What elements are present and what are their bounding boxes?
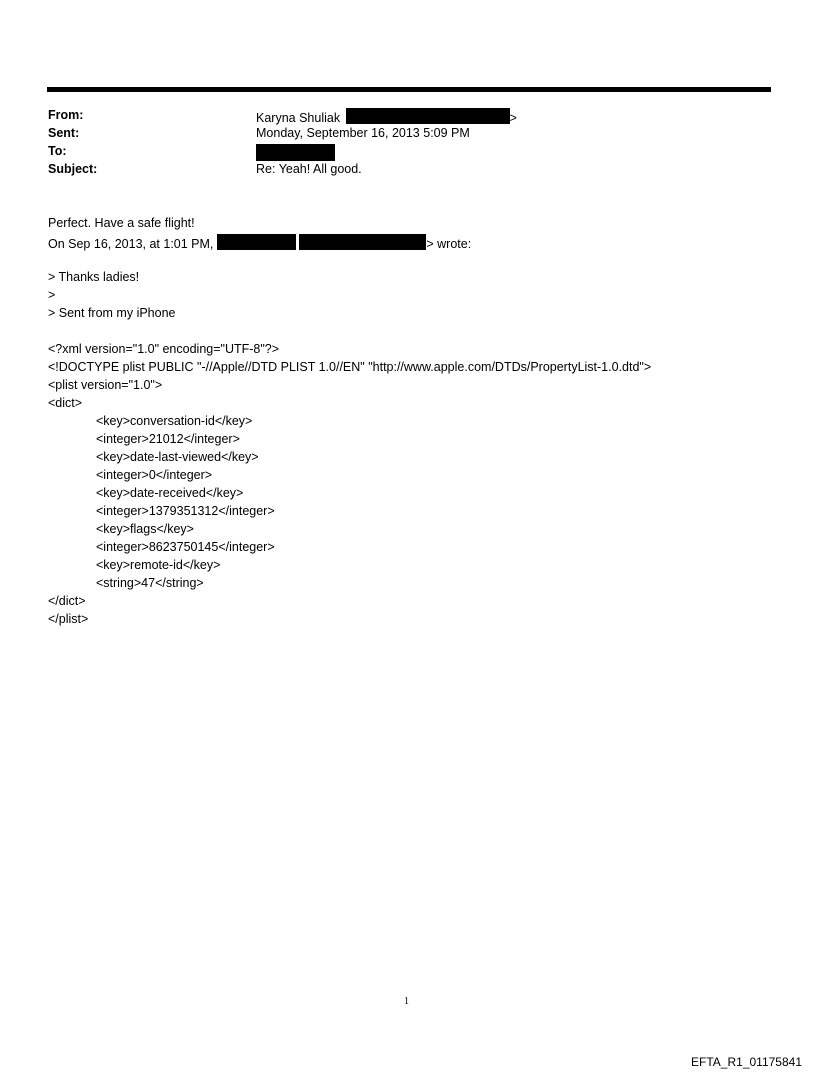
- from-name: Karyna Shuliak: [256, 111, 341, 125]
- from-value: [256, 108, 517, 125]
- quoted-line: >: [48, 288, 56, 302]
- sent-value: Monday, September 16, 2013 5:09 PM: [256, 126, 470, 140]
- quoted-line: > Thanks ladies!: [48, 270, 140, 284]
- sent-label: Sent:: [48, 126, 80, 140]
- xml-entry: <integer>1379351312</integer>: [96, 504, 275, 518]
- subject-value: Re: Yeah! All good.: [256, 162, 362, 176]
- xml-declaration: <?xml version="1.0" encoding="UTF-8"?>: [48, 342, 280, 356]
- attribution-prefix: On Sep 16, 2013, at 1:01 PM,: [48, 237, 214, 251]
- xml-entry: <integer>0</integer>: [96, 468, 213, 482]
- xml-doctype: <!DOCTYPE plist PUBLIC "-//Apple//DTD PLIST 1.0//EN" "http://www.apple.com/DTDs/PropertyList-1.0.dtd">: [48, 360, 652, 374]
- body-line: Perfect. Have a safe flight!: [48, 216, 195, 230]
- xml-dict-close: </dict>: [48, 594, 86, 608]
- attribution-suffix: > wrote:: [426, 237, 472, 251]
- from-label: From:: [48, 108, 84, 122]
- xml-plist-close: </plist>: [48, 612, 89, 626]
- from-suffix: >: [509, 111, 517, 125]
- to-label: To:: [48, 144, 67, 158]
- redaction-block: [299, 234, 426, 250]
- xml-entry: <key>flags</key>: [96, 522, 194, 536]
- redaction-block: [256, 144, 335, 161]
- xml-entry: <string>47</string>: [96, 576, 204, 590]
- body-attribution-line: [48, 234, 471, 251]
- xml-entry: <integer>21012</integer>: [96, 432, 240, 446]
- xml-entry: <key>remote-id</key>: [96, 558, 221, 572]
- xml-entry: <key>conversation-id</key>: [96, 414, 253, 428]
- xml-entry: <key>date-received</key>: [96, 486, 244, 500]
- subject-label: Subject:: [48, 162, 98, 176]
- xml-plist-open: <plist version="1.0">: [48, 378, 163, 392]
- xml-dict-open: <dict>: [48, 396, 83, 410]
- bates-number: EFTA_R1_01175841: [691, 1055, 802, 1069]
- xml-entry: <integer>8623750145</integer>: [96, 540, 275, 554]
- to-value: [256, 144, 335, 162]
- xml-entry: <key>date-last-viewed</key>: [96, 450, 259, 464]
- redaction-block: [217, 234, 296, 250]
- page-number: 1: [404, 996, 409, 1007]
- quoted-line: > Sent from my iPhone: [48, 306, 176, 320]
- redaction-block: [346, 108, 510, 124]
- header-rule: [47, 87, 771, 92]
